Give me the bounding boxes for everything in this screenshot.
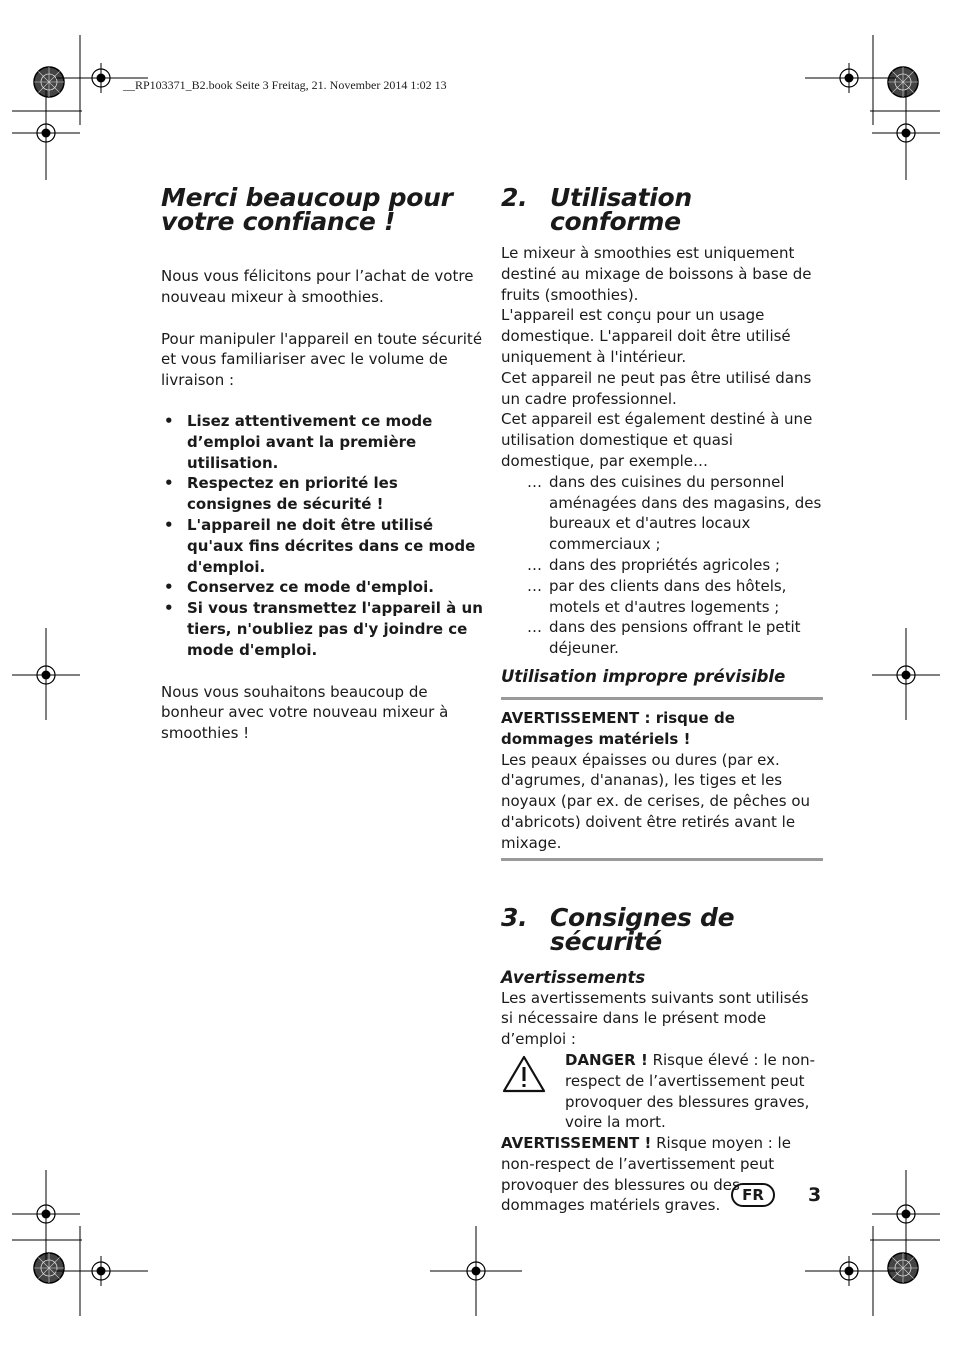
intro-paragraph: Pour manipuler l'appareil en toute sécurité et vous familiariser avec le volume de livraison : (161, 329, 483, 390)
section-number: 2. (501, 183, 528, 212)
bullet-item: • L'appareil ne doit être utilisé qu'aux fins décrites dans ce mode d'emploi. (161, 515, 483, 577)
subheading: Avertissements (501, 967, 646, 987)
warning-triangle-icon (501, 1050, 565, 1133)
section-title: Consignes de sécurité (550, 902, 735, 956)
body-paragraph: Les avertissements suivants sont utilisés si nécessaire dans le présent mode d’emploi : (501, 988, 809, 1049)
section-title: Utilisation conforme (550, 183, 692, 236)
right-column (501, 183, 823, 1216)
list-item: … par des clients dans des hôtels, motels et d'autres logements ; (527, 576, 787, 616)
registration-mark-icon (888, 1253, 918, 1283)
list-item: … dans des cuisines du personnel aménagées dans des magasins, des bureaux et d'autres locaux commerciaux ; (527, 472, 822, 554)
danger-notice (501, 1050, 823, 1133)
usage-examples-list (501, 472, 823, 659)
list-item: … dans des propriétés agricoles ; (527, 555, 780, 574)
registration-mark-icon (34, 1253, 64, 1283)
warning-text: Les peaux épaisses ou dures (par ex. d'agrumes, d'ananas), les tiges et les noyaux (par ex. de cerises, de pêches ou d'abricots) doivent être retirés avant le mixage. (501, 750, 811, 852)
language-badge: FR (731, 1183, 775, 1207)
bullet-item: • Respectez en priorité les consignes de sécurité ! (161, 473, 483, 515)
print-header: __RP103371_B2.book Seite 3 Freitag, 21. November 2014 1:02 13 (123, 78, 447, 92)
intro-title: Merci beaucoup pour votre confiance ! (161, 183, 453, 236)
body-paragraph: Cet appareil ne peut pas être utilisé dans un cadre professionnel. (501, 368, 812, 408)
bullet-item: • Conservez ce mode d'emploi. (161, 577, 483, 598)
intro-paragraph: Nous vous souhaitons beaucoup de bonheur avec votre nouveau mixeur à smoothies ! (161, 682, 449, 743)
bullet-item: • Si vous transmettez l'appareil à un tiers, n'oubliez pas d'y joindre ce mode d'emploi. (161, 598, 483, 660)
section-3-heading (501, 902, 823, 956)
subheading: Utilisation impropre prévisible (501, 666, 786, 686)
left-column (161, 183, 483, 744)
body-paragraph: Le mixeur à smoothies est uniquement destiné au mixage de boissons à base de fruits (smoothies). (501, 244, 812, 304)
intro-paragraph: Nous vous félicitons pour l’achat de votre nouveau mixeur à smoothies. (161, 267, 474, 306)
warning-box (501, 697, 823, 861)
registration-mark-icon (888, 67, 918, 97)
section-2-heading (501, 183, 823, 236)
danger-text: DANGER ! Risque élevé : le non-respect de l’avertissement peut provoquer des blessures graves, voire la mort. (565, 1050, 816, 1132)
list-item: … dans des pensions offrant le petit déjeuner. (527, 618, 801, 658)
warning-title: AVERTISSEMENT : risque de dommages matériels ! (501, 708, 735, 748)
body-paragraph: Cet appareil est également destiné à une utilisation domestique et quasi domestique, par exemple… (501, 410, 813, 470)
body-paragraph: L'appareil est conçu pour un usage domestique. L'appareil doit être utilisé uniquement à l'intérieur. (501, 306, 791, 366)
bullet-item: • Lisez attentivement ce mode d’emploi avant la première utilisation. (161, 411, 483, 473)
section-number: 3. (501, 902, 528, 932)
intro-bullet-list (161, 411, 483, 661)
page-number: 3 (808, 1184, 822, 1206)
registration-mark-icon (34, 67, 64, 97)
warning-notice: AVERTISSEMENT ! Risque moyen : le non-respect de l’avertissement peut provoquer des blessures ou des dommages matériels graves. (501, 1134, 791, 1215)
